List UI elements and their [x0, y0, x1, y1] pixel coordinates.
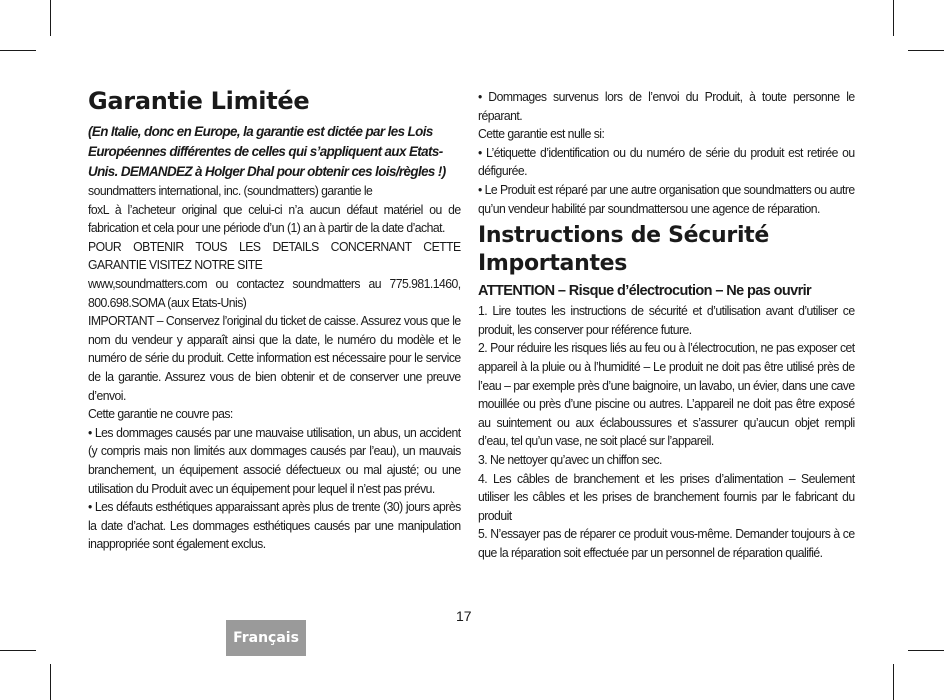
language-tab: Français	[226, 620, 306, 656]
crop-mark-top-left	[50, 0, 51, 36]
safety-instruction: 4. Les câbles de branchement et les prises d’alimentation – Seulement utiliser les câbles et les prises de branchement fournis par le fabricant du produit	[478, 471, 855, 523]
warranty-paragraph: POUR OBTENIR TOUS LES DETAILS CONCERNANT CETTE GARANTIE VISITEZ NOTRE SITE	[88, 239, 461, 273]
warranty-void-item: • Le Produit est réparé par une autre organisation que soundmatters ou autre qu’un vendeur habilité par soundmattersou une agence de réparation.	[478, 182, 855, 216]
safety-instruction: 5. N’essayer pas de réparer ce produit vous-même. Demander toujours à ce que la réparation soit effectuée par un personnel de réparation qualifié.	[478, 527, 855, 560]
warranty-exclusion-item: • Les défauts esthétiques apparaissant après plus de trente (30) jours après la date d’achat. Les dommages esthétiques causés par une manipulation inappropriée sont également exclus.	[88, 500, 461, 552]
warranty-void-item: • L’étiquette d’identification ou du numéro de série du produit est retirée ou défigurée.	[478, 145, 855, 179]
warranty-paragraph: Cette garantie ne couvre pas:	[88, 407, 233, 422]
right-column	[478, 88, 855, 562]
warranty-paragraph: Cette garantie est nulle si:	[478, 127, 605, 142]
safety-title: Instructions de Sécurité Importantes	[478, 223, 770, 277]
crop-mark-left-bottom	[0, 650, 36, 651]
crop-mark-right-top	[908, 50, 944, 51]
safety-instruction: 3. Ne nettoyer qu’avec un chiffon sec.	[478, 452, 662, 467]
safety-instruction: 2. Pour réduire les risques liés au feu ou à l’électrocution, ne pas exposer cet appareil à la pluie ou à l’humidité – Le produit ne doit pas être utilisé près de l’eau – par exemple près d’une baignoire, un lavabo, un évier, dans une cave mouillée ou près d’une piscine ou autres. L’appareil ne doit pas être exposé au suintement ou aux éclaboussures et s’assurer qu’aucun objet rempli d’eau, tel qu’un vase, ne soit placé sur l’appareil.	[478, 341, 855, 449]
crop-mark-bottom-left	[50, 664, 51, 700]
warranty-title: Garantie Limitée	[88, 87, 310, 115]
warranty-contact-paragraph: www,soundmatters.com ou contactez soundmatters au 775.981.1460, 800.698.SOMA (aux Etats-Unis)	[88, 276, 461, 310]
warranty-paragraph: IMPORTANT – Conservez l’original du ticket de caisse. Assurez vous que le nom du vendeur y apparaît ainsi que la date, le numéro du modèle et le numéro de série du produit. Cette information est nécessaire pour le service de la garantie. Assurez vous de bien obtenir et de conserver une preuve d’envoi.	[88, 314, 461, 403]
crop-mark-top-right	[893, 0, 894, 36]
electrocution-warning: ATTENTION – Risque d’électrocution – Ne pas ouvrir	[478, 283, 812, 300]
warranty-exclusion-item: • Les dommages causés par une mauvaise utilisation, un abus, un accident (y compris mais non limités aux dommages causés par l’eau), un mauvais branchement, un équipement associé défectueux ou mal ajusté; ou une utilisation du Produit avec un équipement pour lequel il n’est pas prévu.	[88, 425, 461, 496]
warranty-exclusion-item: • Dommages survenus lors de l’envoi du Produit, à toute personne le réparant.	[478, 90, 855, 123]
page-number: 17	[456, 608, 472, 624]
warranty-subtitle: (En Italie, donc en Europe, la garantie est dictée par les Lois Européennes différentes de celles qui s’appliquent aux Etats-Unis. DEMANDEZ à Holger Dhal pour obtenir ces lois/règles !)	[88, 124, 446, 179]
crop-mark-left-top	[0, 50, 36, 51]
warranty-paragraph: foxL à l’acheteur original que celui-ci n’a aucun défaut matériel ou de fabrication et cela pour une période d’un (1) an à partir de la date d’achat.	[88, 202, 461, 236]
crop-mark-bottom-right	[893, 664, 894, 700]
left-column	[88, 86, 461, 554]
warranty-paragraph: soundmatters international, inc. (soundmatters) garantie le	[88, 184, 373, 198]
safety-instruction: 1. Lire toutes les instructions de sécurité et d’utilisation avant d’utiliser ce produit, les conserver pour référence future.	[478, 304, 855, 337]
crop-mark-right-bottom	[908, 650, 944, 651]
